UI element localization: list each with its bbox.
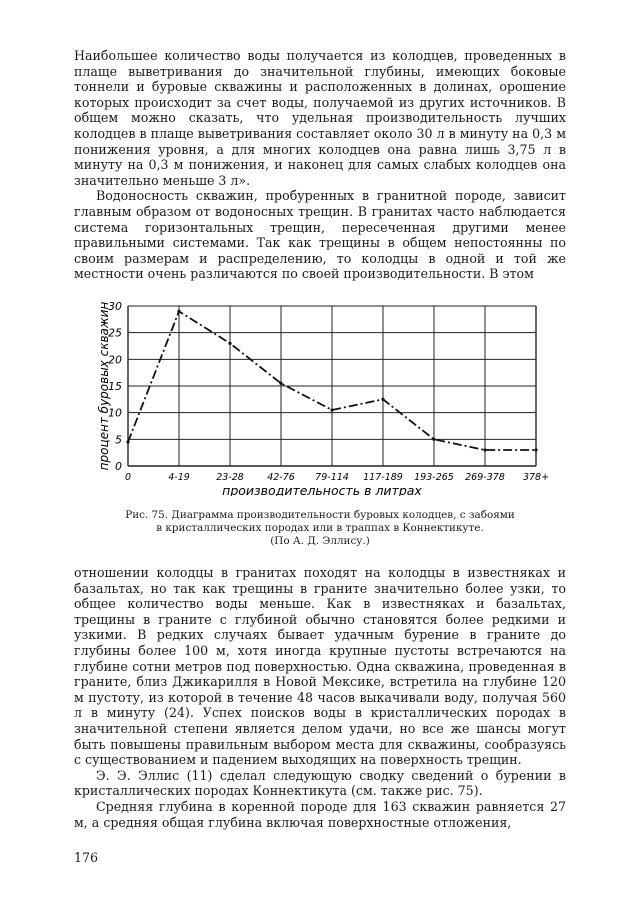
page-number: 176 [74,850,99,865]
y-axis-label: процент буровых скважин [97,301,111,471]
x-tick-label: 378+ [522,472,550,483]
line-chart [96,296,566,496]
data-point [228,342,231,345]
paragraph: отношении колодцы в гранитах походят на колодцы в известняках и базальтах, но так как трещины в граните значительно более узки, то общее количество воды меньше. Как в известняках и базальтах, трещины в граните с глубиной обычно становятся более редкими и узкими. В редких случаях бывает удачным бурение в граните до глубины более 100 м, хотя иногда крупные пустоты встречаются на глубине сотни метров под поверхностью. Одна скважина, проведенная в граните, близ Джикарилля в Новой Мексике, встретила на глубине 120 м пустоту, из которой в течение 48 часов выкачивали воду, получая 560 л в минуту (24). Успех поисков воды в кристаллических породах в значительной степени является делом удачи, но все же шансы могут быть повышены правильным выбором места для скважины, сообразуясь с существованием и падением выходящих на поверхность трещин. [74,565,566,768]
caption-line: в кристаллических породах или в траппах в Коннектикуте. [156,522,484,534]
paragraph: Средняя глубина в коренной породе для 163 скважин равняется 27 м, а средняя общая глубина включая поверхностные отложения, [74,798,566,830]
x-axis-label: производительность в литрах [222,483,422,496]
y-tick-label: 0 [115,460,122,473]
data-point [177,310,180,313]
y-tick-label: 15 [108,380,122,393]
figure-caption [74,509,566,548]
x-tick-label: 42-76 [267,472,295,483]
y-tick-label: 5 [115,433,122,447]
x-tick-label: 193-265 [414,472,454,483]
data-point [330,408,333,411]
x-tick-label: 117-189 [363,472,403,483]
x-tick-label: 4-19 [168,472,190,483]
data-point [126,440,129,443]
bottom-text [74,565,566,830]
data-point [381,398,384,401]
data-point [432,438,435,441]
x-tick-label: 269-378 [465,472,505,483]
y-tick-label: 10 [108,406,122,420]
caption-line: Рис. 75. Диаграмма производительности буровых колодцев, с забоями [125,509,515,521]
paragraph: Водоносность скважин, пробуренных в гранитной породе, зависит главным образом от водоносных трещин. В гранитах часто наблюдается система горизонтальных трещин, пересеченная другими менее правильными системами. Так как трещины в общем непостоянны по своим размерам и распределению, то колодцы в одной и той же местности очень различаются по своей производительности. В этом [74,188,566,282]
paragraph: Э. Э. Эллис (11) сделал следующую сводку сведений о бурении в кристаллических породах Коннектикута (см. также рис. 75). [74,767,566,799]
data-point [483,448,486,451]
figure-75 [96,296,566,496]
data-point [279,382,282,385]
data-point [534,448,537,451]
y-tick-label: 25 [108,326,122,340]
paragraph: Наибольшее количество воды получается из колодцев, проведенных в плаще выветривания до значительной глубины, имеющих боковые тоннели и буровые скважины и расположенных в долинах, орошение которых происходит за счет воды, получаемой из других источников. В общем можно сказать, что удельная производительность лучших колодцев в плаще выветривания составляет около 30 л в минуту на 0,3 м понижения уровня, а для многих колодцев она равна лишь 3,75 л в минуту на 0,3 м понижения, и наконец для самых слабых колодцев она значительно меньше 3 л». [74,48,566,188]
x-tick-label: 23-28 [216,472,244,483]
x-tick-label: 79-114 [315,472,349,483]
caption-line: (По А. Д. Эллису.) [270,535,370,547]
y-tick-label: 30 [108,300,122,313]
x-tick-label: 0 [124,472,132,483]
top-text [74,48,566,282]
y-tick-label: 20 [108,353,122,367]
